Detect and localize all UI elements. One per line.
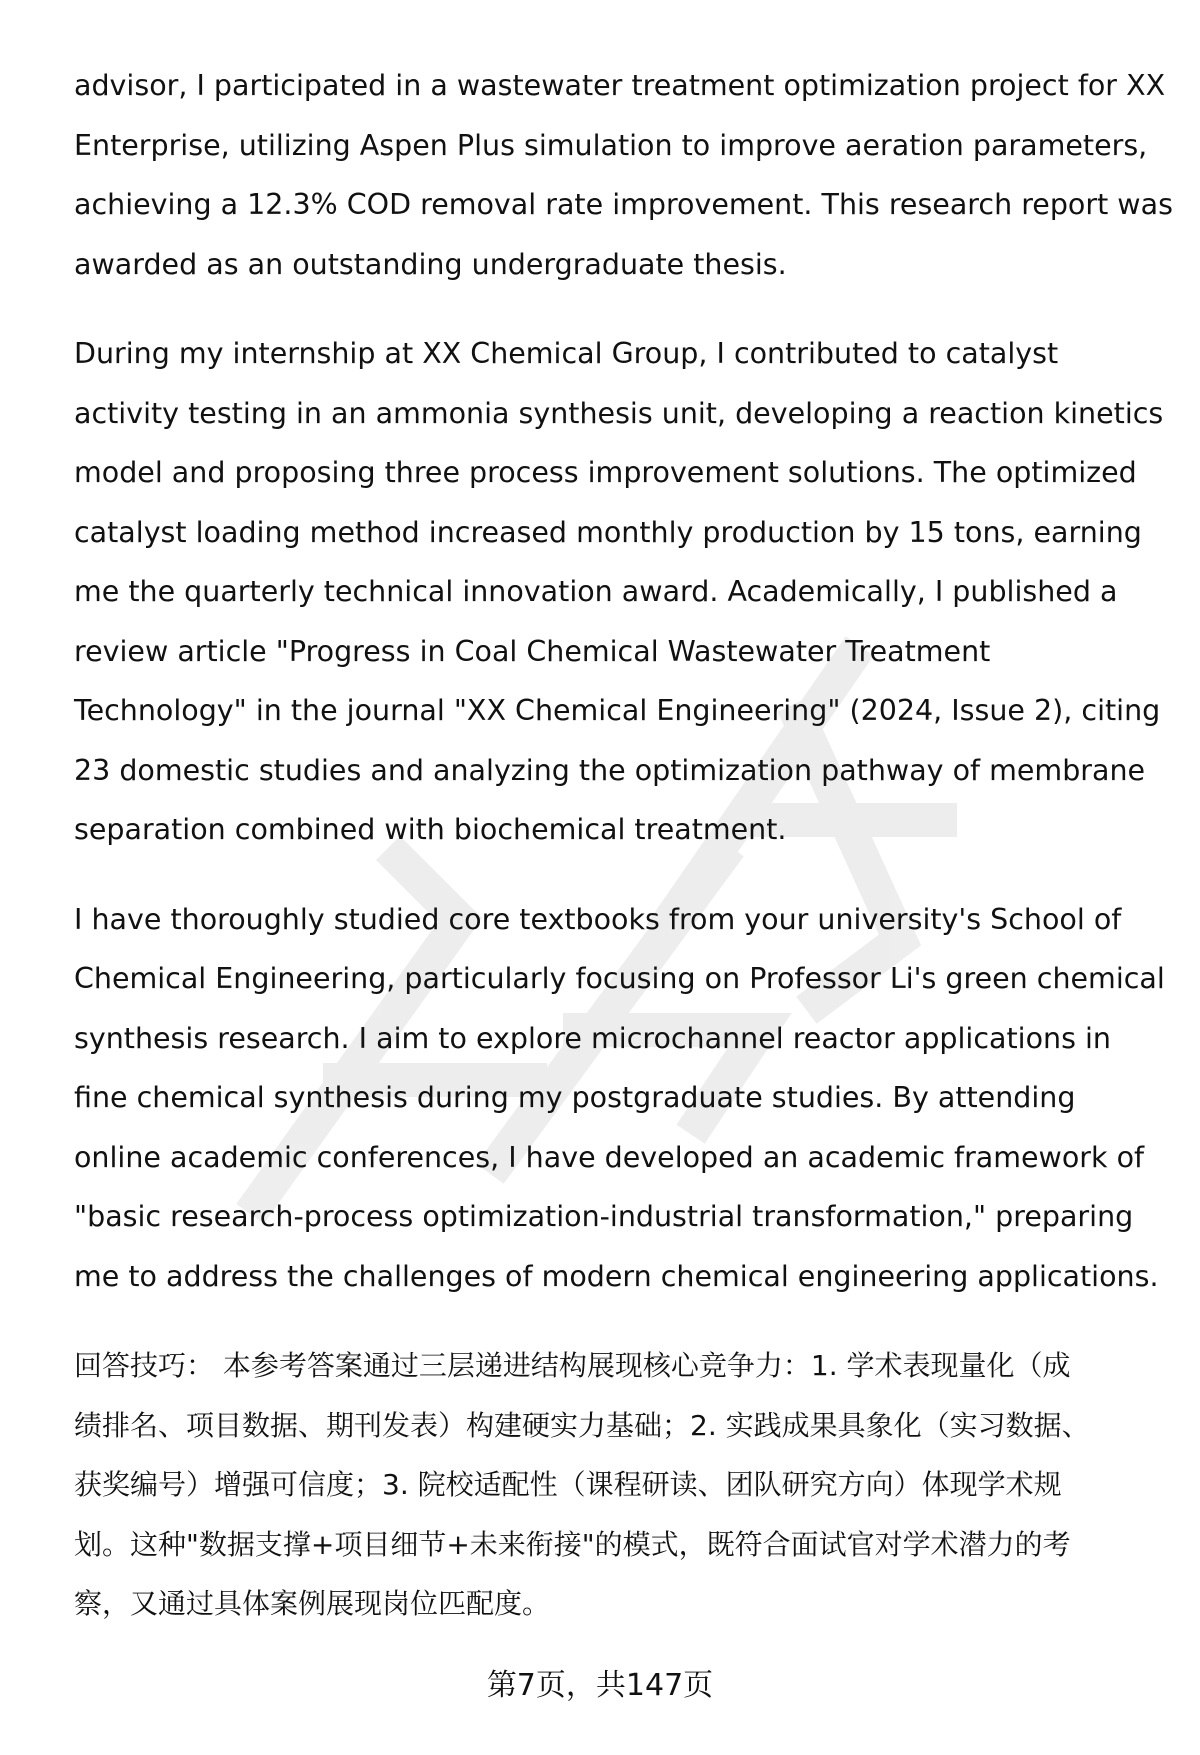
text-line: model and proposing three process improvement solutions. The optimized <box>74 456 1137 489</box>
text-line: me the quarterly technical innovation award. Academically, I published a <box>74 575 1118 608</box>
text-line: activity testing in an ammonia synthesis unit, developing a reaction kinetics <box>74 396 1164 430</box>
text-line: achieving a 12.3% COD removal rate improvement. This research report was <box>74 188 1173 221</box>
text-line: awarded as an outstanding undergraduate thesis. <box>74 247 787 281</box>
tip-line: 划。这种"数据支撑+项目细节+未来衔接"的模式，既符合面试官对学术潜力的考 <box>74 1527 1071 1561</box>
text-line: online academic conferences, I have developed an academic framework of <box>74 1140 1145 1174</box>
paragraph-3 <box>74 890 1164 1307</box>
paragraph-1 <box>74 56 1173 294</box>
text-line: synthesis research. I aim to explore microchannel reactor applications in <box>74 1021 1111 1055</box>
tip-line: 获奖编号）增强可信度；3. 院校适配性（课程研读、团队研究方向）体现学术规 <box>74 1468 1062 1501</box>
answer-tip <box>74 1336 1164 1634</box>
page-number: 第7页，共147页 <box>486 1668 714 1703</box>
text-line: catalyst loading method increased monthly production by 15 tons, earning <box>74 515 1142 549</box>
text-line: Technology" in the journal "XX Chemical Engineering" (2024, Issue 2), citing <box>74 694 1161 727</box>
text-line: Chemical Engineering, particularly focusing on Professor Li's green chemical <box>74 962 1165 995</box>
paragraph-2 <box>74 324 1164 860</box>
text-line: 23 domestic studies and analyzing the optimization pathway of membrane <box>74 753 1146 787</box>
document-body <box>74 56 1173 1634</box>
tip-line: 察，又通过具体案例展现岗位匹配度。 <box>74 1587 551 1620</box>
text-line: "basic research-process optimization-industrial transformation," preparing <box>74 1200 1134 1233</box>
text-line: I have thoroughly studied core textbooks from your university's School of <box>74 902 1122 936</box>
text-line: advisor, I participated in a wastewater treatment optimization project for XX <box>74 69 1166 102</box>
text-line: me to address the challenges of modern chemical engineering applications. <box>74 1259 1159 1293</box>
text-line: During my internship at XX Chemical Group, I contributed to catalyst <box>74 337 1059 370</box>
text-line: separation combined with biochemical treatment. <box>74 813 787 846</box>
tip-line: 绩排名、项目数据、期刊发表）构建硬实力基础；2. 实践成果具象化（实习数据、 <box>74 1408 1090 1442</box>
tip-line: 回答技巧： 本参考答案通过三层递进结构展现核心竞争力：1. 学术表现量化（成 <box>74 1349 1071 1382</box>
text-line: fine chemical synthesis during my postgraduate studies. By attending <box>74 1081 1076 1114</box>
text-line: Enterprise, utilizing Aspen Plus simulation to improve aeration parameters, <box>74 128 1148 162</box>
text-line: review article "Progress in Coal Chemical Wastewater Treatment <box>74 634 991 668</box>
